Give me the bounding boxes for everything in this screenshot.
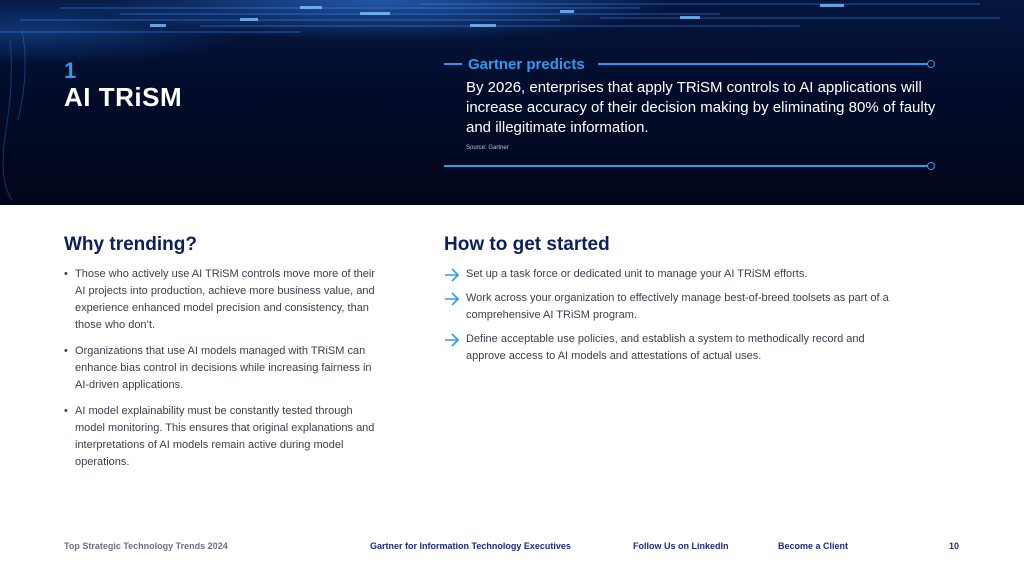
- section-title: AI TRiSM: [64, 82, 183, 112]
- footer-link-executives[interactable]: Gartner for Information Technology Executives: [370, 541, 571, 551]
- get-started-heading: How to get started: [444, 234, 610, 255]
- page-number: 10: [949, 541, 960, 551]
- list-item: [444, 290, 894, 324]
- section-number: 1: [64, 58, 77, 83]
- list-item: [444, 331, 894, 365]
- list-item: [64, 343, 384, 394]
- why-trending-heading: Why trending?: [64, 234, 197, 255]
- bullet-icon: •: [64, 268, 68, 280]
- predict-label: Gartner predicts: [468, 56, 585, 73]
- arrow-right-icon: [444, 292, 460, 306]
- arrow-right-icon: [444, 268, 460, 282]
- bullet-text: AI model explainability must be constantly tested through model monitoring. This ensures that original explanations and interpretations of AI models remain active during model operations.: [75, 405, 375, 468]
- get-started-list: [444, 266, 894, 372]
- predict-text: By 2026, enterprises that apply TRiSM controls to AI applications will increase accuracy of their decision making by eliminating 80% of faulty and illegitimate information.: [466, 79, 936, 136]
- footer-link-become-client[interactable]: Become a Client: [778, 541, 849, 551]
- step-text: Work across your organization to effectively manage best-of-breed toolsets as part of a comprehensive AI TRiSM program.: [466, 292, 889, 321]
- list-item: [64, 266, 384, 334]
- bullet-text: Those who actively use AI TRiSM controls move more of their AI projects into production, achieve more business value, and experience enhanced model precision and consistency, than those who don’t.: [75, 268, 375, 331]
- predict-bottom-dot: [927, 162, 935, 170]
- predict-top-line-left: [444, 63, 462, 65]
- bullet-icon: •: [64, 345, 68, 357]
- predict-bottom-line: [444, 165, 928, 167]
- footer-doc-title: Top Strategic Technology Trends 2024: [64, 541, 228, 551]
- bullet-text: Organizations that use AI models managed with TRiSM can enhance bias control in decisions while increasing fairness in AI-driven applications.: [75, 345, 372, 391]
- predict-top-dot: [927, 60, 935, 68]
- predict-top-line-right: [598, 63, 928, 65]
- step-text: Define acceptable use policies, and establish a system to methodically record and approve access to AI models and attestations of actual uses.: [466, 333, 865, 362]
- why-trending-list: [64, 266, 384, 480]
- footer-link-linkedin[interactable]: Follow Us on LinkedIn: [633, 541, 729, 551]
- list-item: [444, 266, 894, 283]
- predict-source: Source: Gartner: [466, 145, 509, 151]
- list-item: [64, 403, 384, 471]
- step-text: Set up a task force or dedicated unit to manage your AI TRiSM efforts.: [466, 268, 808, 280]
- hero-banner: [0, 0, 1024, 205]
- bullet-icon: •: [64, 405, 68, 417]
- arrow-right-icon: [444, 333, 460, 347]
